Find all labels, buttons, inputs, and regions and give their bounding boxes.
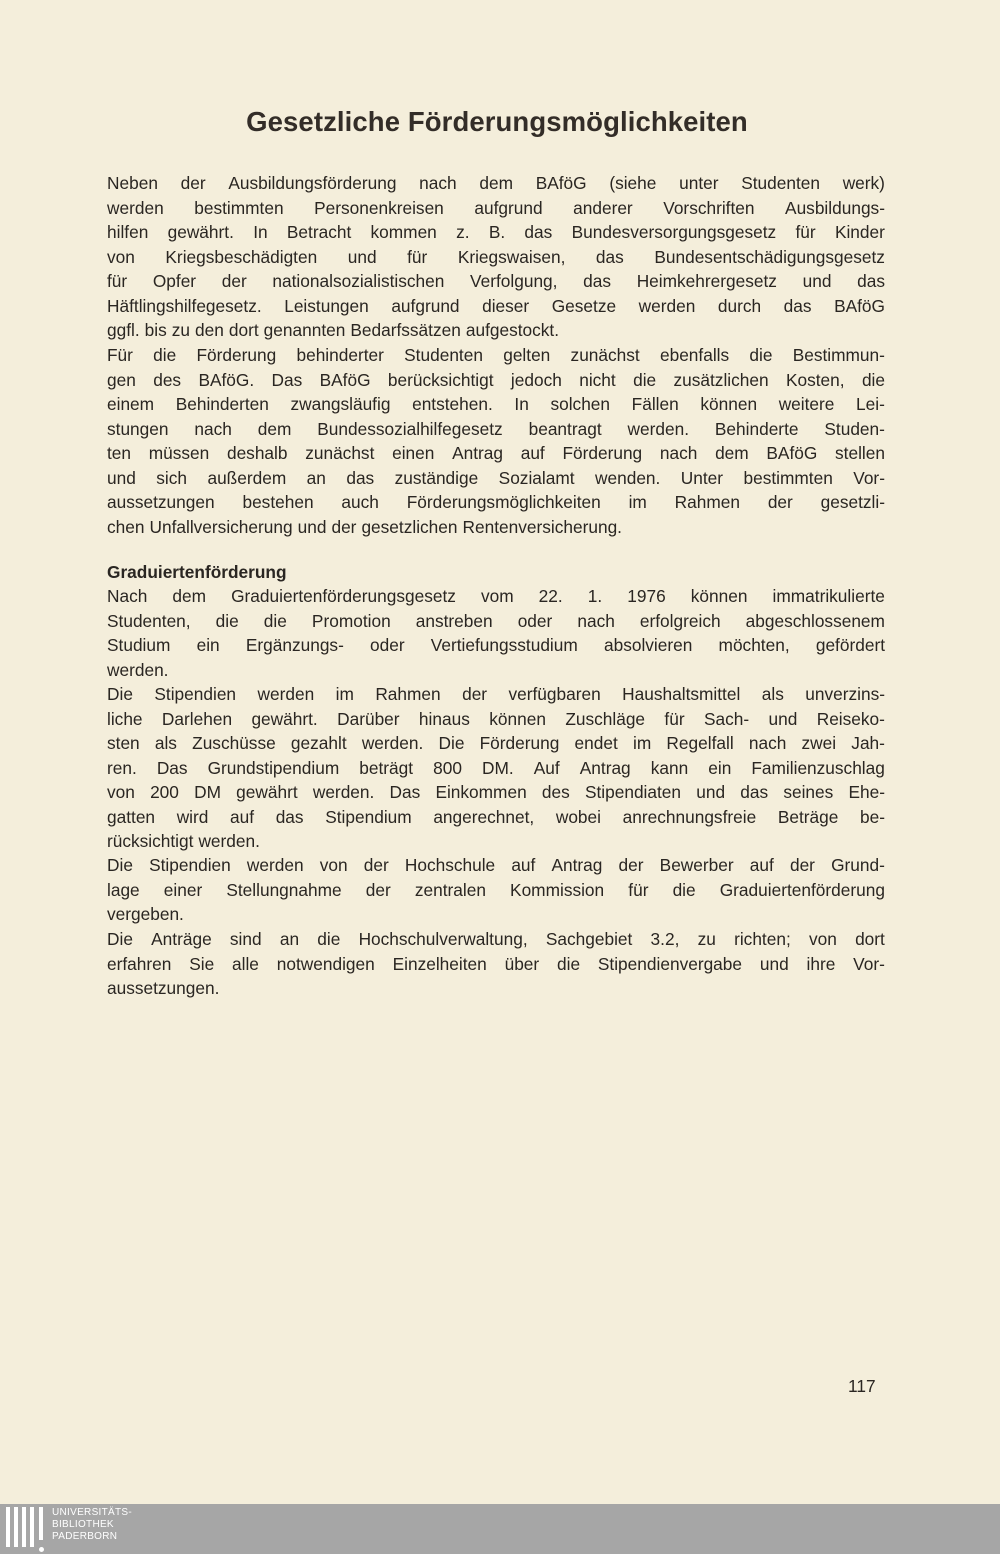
- text-line: gen des BAföG. Das BAföG berücksichtigt jedoch nicht die zusätzlichen Kosten, die: [107, 369, 885, 390]
- text-line: Häftlingshilfegesetz. Leistungen aufgrund dieser Gesetze werden durch das BAföG: [107, 295, 885, 316]
- library-logo-icon: [6, 1507, 46, 1551]
- text-line: hilfen gewährt. In Betracht kommen z. B. das Bundesversorgungsgesetz für Kinder: [107, 222, 885, 242]
- paragraph-graduiertenfoerderungsgesetz: [107, 584, 885, 682]
- text-line: aussetzungen bestehen auch Förderungsmöglichkeiten im Rahmen der gesetzli-: [107, 492, 885, 512]
- page-title: Gesetzliche Förderungsmöglichkeiten: [246, 106, 748, 137]
- text-line: Die Stipendien werden im Rahmen der verfügbaren Haushaltsmittel als unverzins-: [107, 684, 885, 704]
- section-heading-graduiertenfoerderung: Graduiertenförderung: [107, 562, 287, 582]
- paragraph-antraege: [107, 927, 885, 1001]
- logo-line: BIBLIOTHEK: [52, 1519, 114, 1530]
- text-line: Nach dem Graduiertenförderungsgesetz vom 22. 1. 1976 können immatrikulierte: [107, 586, 885, 606]
- text-line: ten müssen deshalb zunächst einen Antrag auf Förderung nach dem BAföG stellen: [107, 443, 885, 463]
- library-footer-bar: [0, 1504, 1000, 1554]
- text-line: erfahren Sie alle notwendigen Einzelheiten über die Stipendienvergabe und ihre Vor-: [107, 953, 885, 974]
- text-line: stungen nach dem Bundessozialhilfegesetz beantragt werden. Behinderte Studen-: [107, 418, 885, 439]
- text-line: von Kriegsbeschädigten und für Kriegswaisen, das Bundesentschädigungsgesetz: [107, 246, 885, 267]
- text-line: Studenten, die die Promotion anstreben oder nach erfolgreich abgeschlossenem: [107, 610, 885, 631]
- text-line: einem Behinderten zwangsläufig entstehen. In solchen Fällen können weitere Lei-: [107, 394, 885, 414]
- text-line: lage einer Stellungnahme der zentralen Kommission für die Graduiertenförderung: [107, 879, 885, 900]
- library-logo-text: [52, 1507, 132, 1543]
- text-line: Studium ein Ergänzungs- oder Vertiefungsstudium absolvieren möchten, gefördert: [107, 635, 885, 655]
- text-line: chen Unfallversicherung und der gesetzlichen Rentenversicherung.: [107, 516, 622, 537]
- text-line: vergeben.: [107, 904, 184, 924]
- text-line: Die Stipendien werden von der Hochschule auf Antrag der Bewerber auf der Grund-: [107, 855, 885, 875]
- text-line: werden bestimmten Personenkreisen aufgrund anderer Vorschriften Ausbildungs-: [107, 197, 885, 218]
- logo-line: PADERBORN: [52, 1531, 118, 1542]
- text-line: von 200 DM gewährt werden. Das Einkommen des Stipendiaten und das seines Ehe-: [107, 782, 885, 802]
- text-line: ren. Das Grundstipendium beträgt 800 DM. Auf Antrag kann ein Familienzuschlag: [107, 757, 885, 778]
- text-line: liche Darlehen gewährt. Darüber hinaus können Zuschläge für Sach- und Reiseko-: [107, 708, 885, 729]
- text-line: und sich außerdem an das zuständige Sozialamt wenden. Unter bestimmten Vor-: [107, 467, 885, 488]
- text-line: aussetzungen.: [107, 978, 220, 998]
- text-line: sten als Zuschüsse gezahlt werden. Die Förderung endet im Regelfall nach zwei Jah-: [107, 733, 885, 753]
- paragraph-ausbildungsfoerderung: [107, 171, 885, 343]
- text-line: für Opfer der nationalsozialistischen Verfolgung, das Heimkehrergesetz und das: [107, 271, 885, 291]
- text-line: Neben der Ausbildungsförderung nach dem BAföG (siehe unter Studenten werk): [107, 173, 885, 193]
- text-line: werden.: [107, 659, 169, 680]
- text-line: rücksichtigt werden.: [107, 831, 260, 851]
- logo-line: UNIVERSITÄTS-: [52, 1507, 133, 1518]
- paragraph-behinderte-studenten: [107, 343, 885, 539]
- paragraph-stipendien-darlehen: [107, 682, 885, 854]
- text-line: Die Anträge sind an die Hochschulverwaltung, Sachgebiet 3.2, zu richten; von dort: [107, 929, 885, 949]
- page-number: 117: [848, 1376, 876, 1396]
- text-line: gatten wird auf das Stipendium angerechnet, wobei anrechnungsfreie Beträge be-: [107, 806, 885, 827]
- text-line: Für die Förderung behinderter Studenten gelten zunächst ebenfalls die Bestimmun-: [107, 345, 885, 365]
- text-line: ggfl. bis zu den dort genannten Bedarfssätzen aufgestockt.: [107, 320, 560, 340]
- paragraph-stipendien-vergabe: [107, 853, 885, 927]
